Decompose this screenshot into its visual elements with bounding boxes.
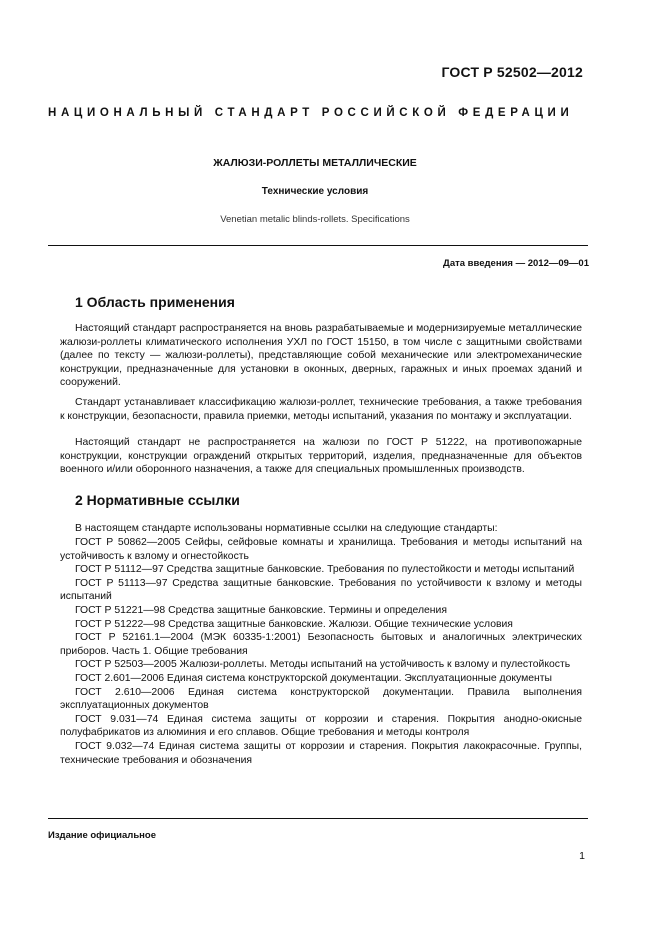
reference-item: ГОСТ Р 51221—98 Средства защитные банковские. Термины и определения bbox=[75, 604, 447, 616]
reference-item: ГОСТ Р 51113—97 Средства защитные банковские. Требования по устойчивости к взлому и методы испытаний bbox=[60, 577, 582, 603]
reference-item: ГОСТ 2.610—2006 Единая система конструкторской документации. Правила выполнения эксплуатационных документов bbox=[60, 686, 582, 712]
standard-code: ГОСТ Р 52502—2012 bbox=[441, 64, 583, 80]
document-title: ЖАЛЮЗИ-РОЛЛЕТЫ МЕТАЛЛИЧЕСКИЕ bbox=[213, 157, 417, 169]
reference-item: ГОСТ 9.031—74 Единая система защиты от коррозии и старения. Покрытия анодно-окисные полуфабрикатов из алюминия и его сплавов. Общие требования и методы контроля bbox=[60, 713, 582, 739]
section-1-paragraph: Настоящий стандарт не распространяется на жалюзи по ГОСТ Р 51222, на противопожарные конструкции, конструкции ограждений открытых территорий, изделия, предназначенные для объектов военного и/или оборонного назначения, а также для специальных промышленных производств. bbox=[60, 437, 582, 476]
introduction-date: Дата введения — 2012—09—01 bbox=[443, 258, 589, 269]
page-number: 1 bbox=[579, 850, 585, 862]
reference-item: ГОСТ Р 51222—98 Средства защитные банковские. Жалюзи. Общие технические условия bbox=[75, 618, 513, 630]
footer-divider bbox=[48, 818, 588, 819]
section-1-paragraph: Стандарт устанавливает классификацию жалюзи-роллет, технические требования, а также требования к конструкции, безопасности, правила приемки, методы испытаний, указания по монтажу и эксплуатации. bbox=[60, 397, 582, 422]
reference-item: ГОСТ 2.601—2006 Единая система конструкторской документации. Эксплуатационные документы bbox=[75, 672, 553, 684]
normative-references-list bbox=[60, 536, 582, 767]
document-subtitle: Технические условия bbox=[261, 186, 369, 197]
section-1-heading: 1 Область применения bbox=[75, 294, 235, 310]
section-2-intro: В настоящем стандарте использованы нормативные ссылки на следующие стандарты: bbox=[75, 523, 498, 534]
reference-item: ГОСТ Р 52161.1—2004 (МЭК 60335-1:2001) Безопасность бытовых и аналогичных электрических приборов. Часть 1. Общие требования bbox=[60, 632, 582, 657]
reference-item: ГОСТ Р 51112—97 Средства защитные банковские. Требования по пулестойкости и методы испытаний bbox=[75, 564, 575, 576]
document-title-english: Venetian metalic blinds-rollets. Specifications bbox=[220, 214, 410, 225]
reference-item: ГОСТ Р 50862—2005 Сейфы, сейфовые комнаты и хранилища. Требования и методы испытаний на устойчивость к взлому и огнестойкость bbox=[60, 537, 582, 562]
section-1-paragraph: Настоящий стандарт распространяется на вновь разрабатываемые и модернизируемые металлические жалюзи-роллеты климатического исполнения УХЛ по ГОСТ 15150, в том числе с защитными свойствами (далее по тексту — жалюзи-роллеты), представляющие собой механические или электромеханические конструкции, предназначенные для установки в оконных, дверных, гаражных и иных проемах зданий и сооружений. bbox=[60, 323, 582, 389]
section-2-heading: 2 Нормативные ссылки bbox=[75, 492, 240, 508]
edition-label: Издание официальное bbox=[48, 830, 156, 841]
header-divider bbox=[48, 245, 588, 246]
reference-item: ГОСТ 9.032—74 Единая система защиты от коррозии и старения. Покрытия лакокрасочные. Группы, технические требования и обозначения bbox=[60, 740, 582, 766]
reference-item: ГОСТ Р 52503—2005 Жалюзи-роллеты. Методы испытаний на устойчивость к взлому и пулестойкость bbox=[75, 659, 571, 671]
national-standard-banner: НАЦИОНАЛЬНЫЙ СТАНДАРТ РОССИЙСКОЙ ФЕДЕРАЦИИ bbox=[48, 107, 574, 119]
